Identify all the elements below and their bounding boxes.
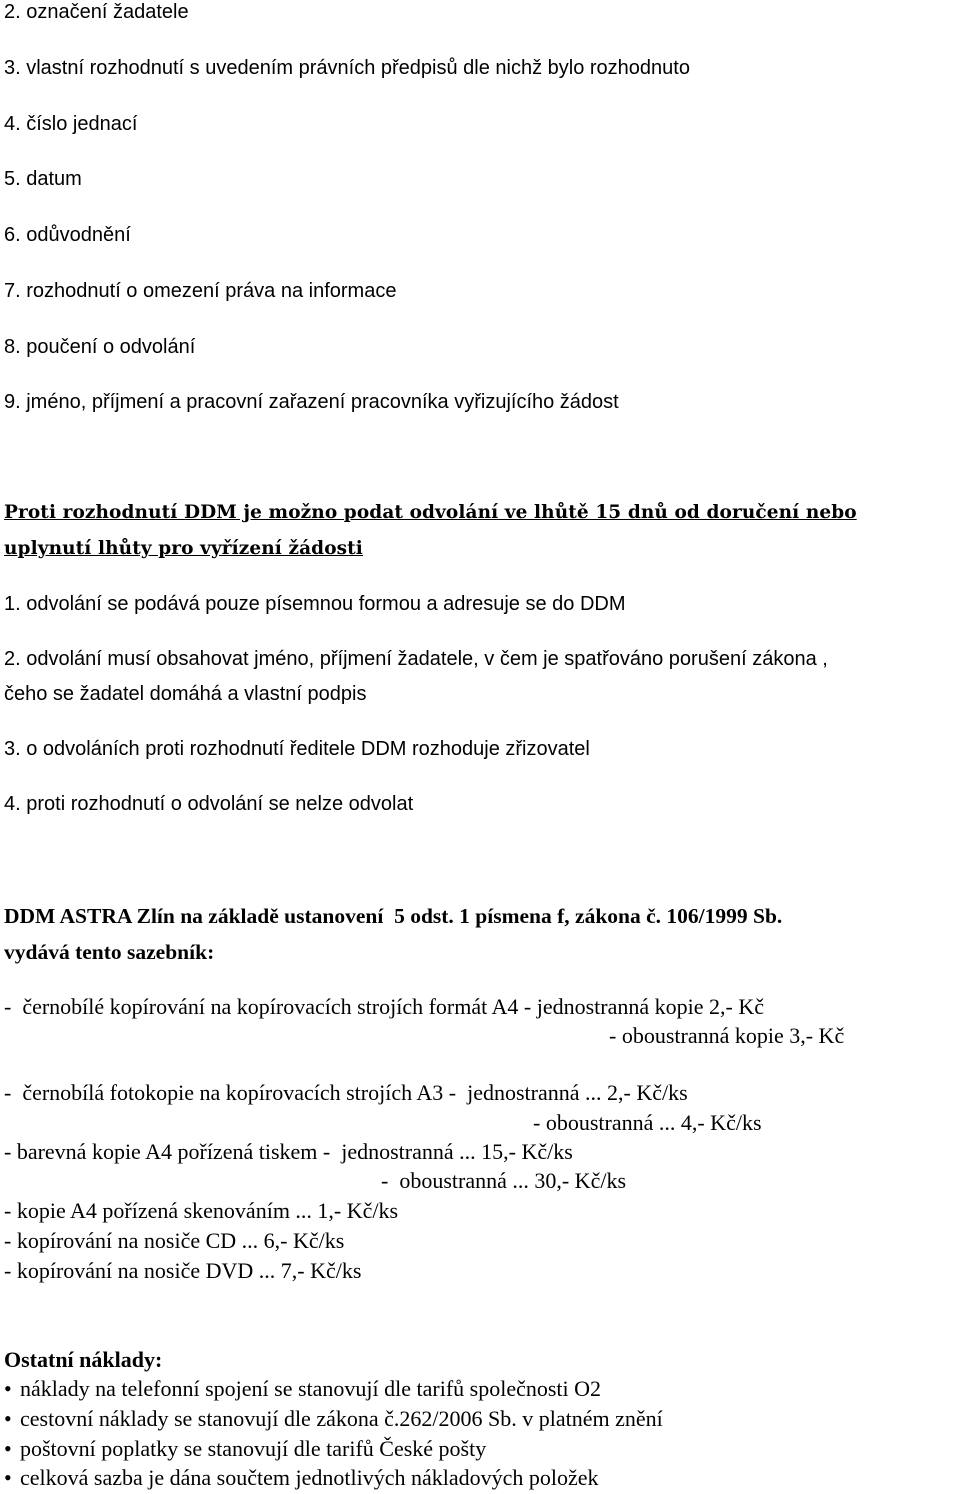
- pricelist-heading: DDM ASTRA Zlín na základě ustanovení 5 odst. 1 písmena f, zákona č. 106/1999 Sb.: [4, 904, 783, 928]
- bullet-text: náklady na telefonní spojení se stanovují dle tarifů společnosti O2: [20, 1376, 602, 1401]
- price-row: - oboustranná ... 4,- Kč/ks: [533, 1110, 762, 1135]
- appeal-point-3: 3. o odvoláních proti rozhodnutí ředitele DDM rozhoduje zřizovatel: [4, 738, 590, 760]
- list-item: 5. datum: [4, 168, 82, 190]
- bullet-text: cestovní náklady se stanovují dle zákona č.262/2006 Sb. v platném znění: [20, 1406, 663, 1431]
- bullet-item: [4, 1438, 486, 1460]
- bullet-text: celková sazba je dána součtem jednotlivých nákladových položek: [20, 1465, 599, 1490]
- bullet-text: poštovní poplatky se stanovují dle tarifů České pošty: [20, 1436, 487, 1461]
- appeal-point-1: 1. odvolání se podává pouze písemnou formou a adresuje se do DDM: [4, 593, 626, 615]
- price-row: - oboustranná ... 30,- Kč/ks: [381, 1168, 627, 1193]
- appeal-heading-continued: uplynutí lhůty pro vyřízení žádosti: [4, 538, 363, 559]
- price-row: - černobílá fotokopie na kopírovacích strojích A3 - jednostranná ... 2,- Kč/ks: [4, 1080, 688, 1105]
- list-item: 7. rozhodnutí o omezení práva na informace: [4, 280, 397, 302]
- other-costs-heading: Ostatní náklady:: [4, 1347, 163, 1372]
- appeal-point-2-continued: čeho se žadatel domáhá a vlastní podpis: [4, 683, 367, 705]
- bullet-icon: •: [4, 1406, 12, 1431]
- bullet-icon: •: [4, 1376, 12, 1401]
- bullet-item: [4, 1467, 599, 1489]
- list-item: 4. číslo jednací: [4, 113, 138, 135]
- list-item: 3. vlastní rozhodnutí s uvedením právních předpisů dle nichž bylo rozhodnuto: [4, 57, 690, 79]
- appeal-heading: Proti rozhodnutí DDM je možno podat odvolání ve lhůtě 15 dnů od doručení nebo: [4, 502, 857, 523]
- appeal-point-2: 2. odvolání musí obsahovat jméno, příjmení žadatele, v čem je spatřováno porušení zákona ,: [4, 648, 828, 670]
- price-row: - kopie A4 pořízená skenováním ... 1,- Kč/ks: [4, 1198, 399, 1223]
- list-item: 6. odůvodnění: [4, 224, 131, 246]
- pricelist-heading-continued: vydává tento sazebník:: [4, 940, 215, 964]
- price-row: - černobílé kopírování na kopírovacích strojích formát A4 - jednostranná kopie 2,- Kč: [4, 994, 764, 1019]
- bullet-icon: •: [4, 1436, 12, 1461]
- price-row: - kopírování na nosiče CD ... 6,- Kč/ks: [4, 1228, 345, 1253]
- list-item: 8. poučení o odvolání: [4, 336, 196, 358]
- price-row: - kopírování na nosiče DVD ... 7,- Kč/ks: [4, 1258, 362, 1283]
- appeal-point-4: 4. proti rozhodnutí o odvolání se nelze odvolat: [4, 793, 414, 815]
- list-item: 9. jméno, příjmení a pracovní zařazení pracovníka vyřizujícího žádost: [4, 391, 619, 413]
- price-row: - oboustranná kopie 3,- Kč: [609, 1023, 845, 1048]
- list-item: 2. označení žadatele: [4, 1, 189, 23]
- bullet-item: [4, 1378, 601, 1400]
- bullet-item: [4, 1408, 663, 1430]
- bullet-icon: •: [4, 1465, 12, 1490]
- price-row: - barevná kopie A4 pořízená tiskem - jednostranná ... 15,- Kč/ks: [4, 1139, 573, 1164]
